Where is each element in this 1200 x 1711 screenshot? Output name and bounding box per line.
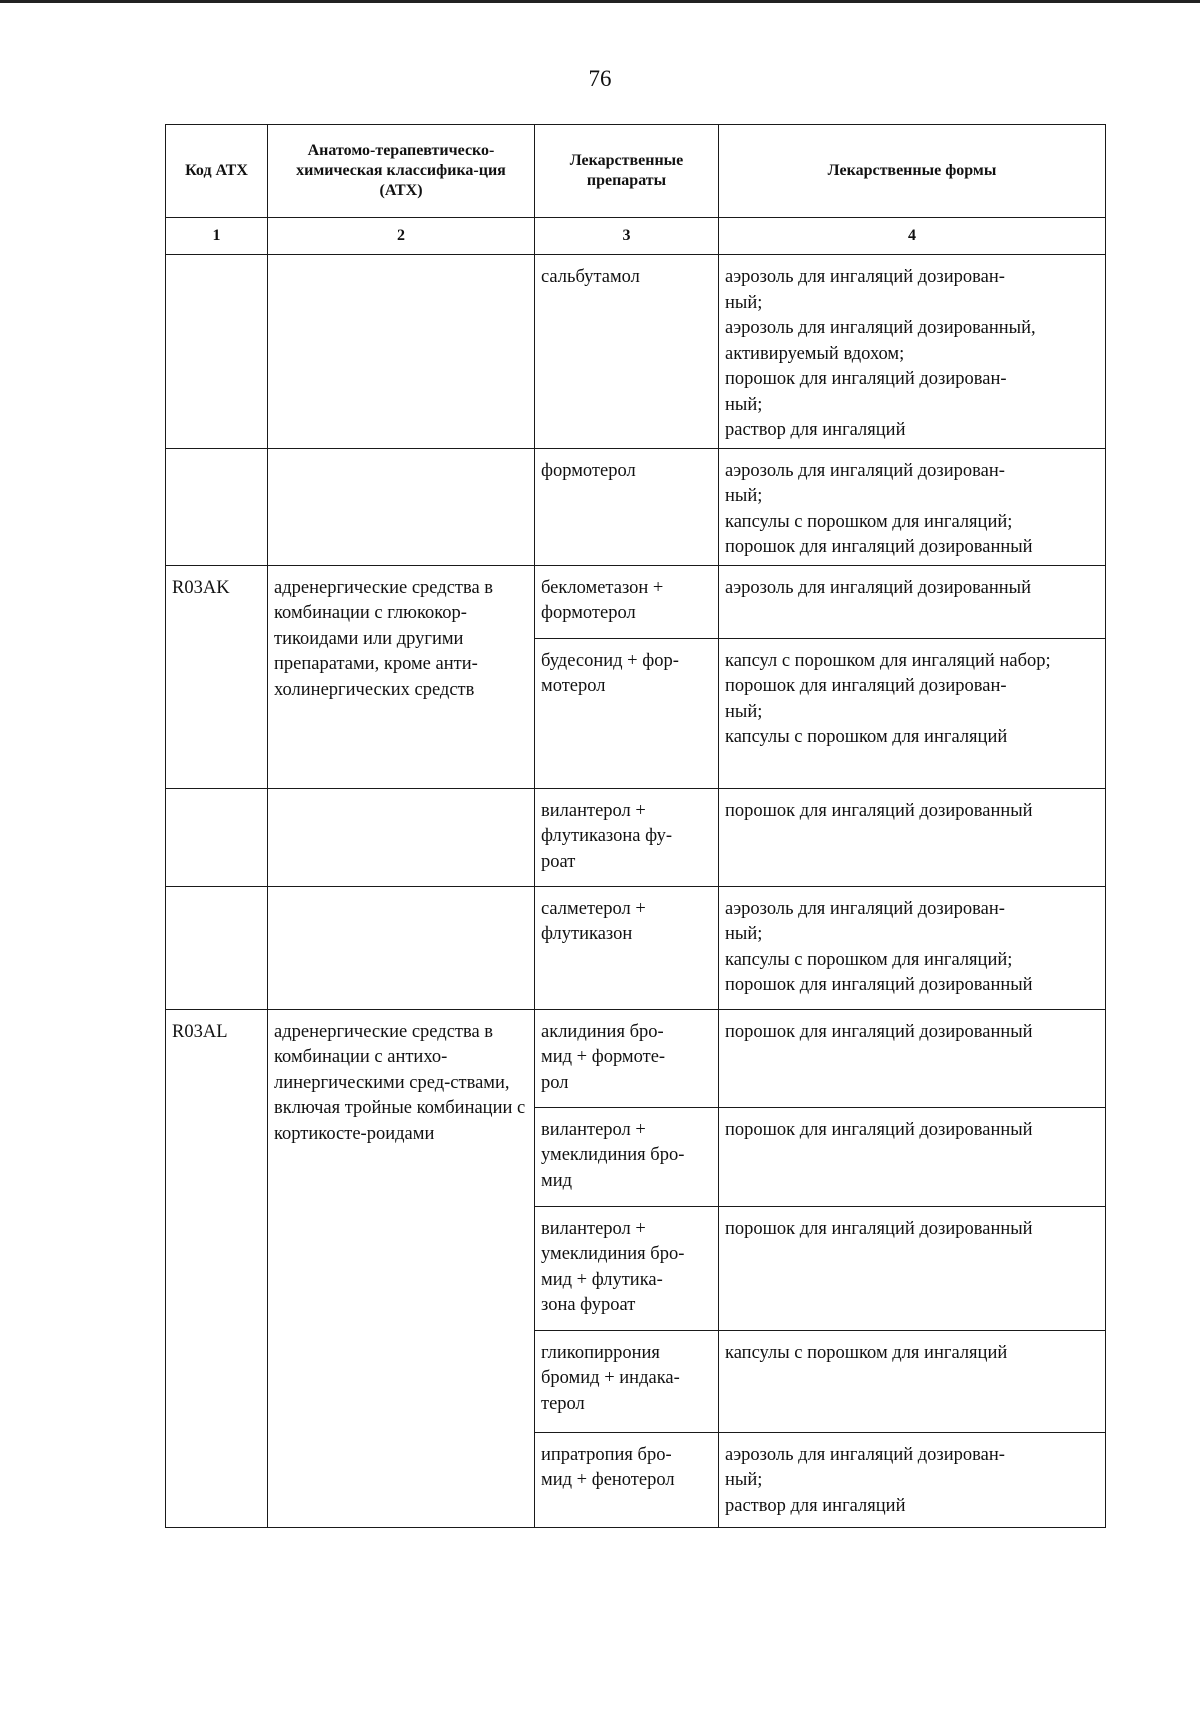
atx-code: R03AK [166, 565, 268, 788]
table-header-row [166, 125, 1106, 218]
dosage-forms: порошок для ингаляций дозированный [719, 788, 1106, 886]
drug-name: беклометазон + формотерол [535, 565, 719, 638]
dosage-forms: аэрозоль для ингаляций дозированный [719, 565, 1106, 638]
atx-classification [268, 255, 535, 449]
atx-classification [268, 448, 535, 565]
column-number-4: 4 [719, 218, 1106, 255]
table-row [166, 1009, 1106, 1107]
page-top-border [0, 0, 1200, 3]
column-number-3: 3 [535, 218, 719, 255]
drug-name: будесонид + фор- мотерол [535, 638, 719, 788]
drug-name: гликопиррония бромид + индака- терол [535, 1330, 719, 1432]
dosage-forms: капсулы с порошком для ингаляций [719, 1330, 1106, 1432]
dosage-forms: аэрозоль для ингаляций дозирован- ный; раствор для ингаляций [719, 1432, 1106, 1527]
table-row [166, 788, 1106, 886]
atx-code [166, 788, 268, 886]
atx-code [166, 448, 268, 565]
page-number: 76 [588, 66, 612, 91]
table-row [166, 448, 1106, 565]
header-code: Код АТХ [166, 125, 268, 218]
dosage-forms: аэрозоль для ингаляций дозирован- ный; аэрозоль для ингаляций дозированный, активируемый вдохом; порошок для ингаляций дозирован- ный; раствор для ингаляций [719, 255, 1106, 449]
table-row [166, 255, 1106, 449]
atx-code [166, 886, 268, 1009]
drug-name: вилантерол + флутиказона фу- роат [535, 788, 719, 886]
dosage-forms: аэрозоль для ингаляций дозирован- ный; капсулы с порошком для ингаляций; порошок для ингаляций дозированный [719, 448, 1106, 565]
drug-name: сальбутамол [535, 255, 719, 449]
atx-code: R03AL [166, 1009, 268, 1527]
column-number-row [166, 218, 1106, 255]
dosage-forms: капсул с порошком для ингаляций набор; порошок для ингаляций дозирован- ный; капсулы с порошком для ингаляций [719, 638, 1106, 788]
atx-classification [268, 788, 535, 886]
dosage-forms: порошок для ингаляций дозированный [719, 1009, 1106, 1107]
dosage-forms: аэрозоль для ингаляций дозирован- ный; капсулы с порошком для ингаляций; порошок для ингаляций дозированный [719, 886, 1106, 1009]
atx-drug-table [165, 124, 1106, 1528]
table-row [166, 565, 1106, 638]
column-number-2: 2 [268, 218, 535, 255]
atx-classification [268, 886, 535, 1009]
dosage-forms: порошок для ингаляций дозированный [719, 1107, 1106, 1206]
drug-name: ипратропия бро- мид + фенотерол [535, 1432, 719, 1527]
atx-classification: адренергические средства в комбинации с антихо-линергическими сред-ствами, включая тройные комбинации с кортикосте-роидами [268, 1009, 535, 1527]
drug-name: салметерол + флутиказон [535, 886, 719, 1009]
drug-name: вилантерол + умеклидиния бро- мид [535, 1107, 719, 1206]
table-row [166, 886, 1106, 1009]
atx-classification: адренергические средства в комбинации с глюкокор-тикоидами или другими препаратами, кроме анти-холинергических средств [268, 565, 535, 788]
header-drugs: Лекарственные препараты [535, 125, 719, 218]
column-number-1: 1 [166, 218, 268, 255]
header-classification: Анатомо-терапевтическо-химическая классифика-ция (АТХ) [268, 125, 535, 218]
header-forms: Лекарственные формы [719, 125, 1106, 218]
drug-name: вилантерол + умеклидиния бро- мид + флутика- зона фуроат [535, 1206, 719, 1330]
drug-name: формотерол [535, 448, 719, 565]
drug-name: аклидиния бро- мид + формоте- рол [535, 1009, 719, 1107]
dosage-forms: порошок для ингаляций дозированный [719, 1206, 1106, 1330]
atx-code [166, 255, 268, 449]
